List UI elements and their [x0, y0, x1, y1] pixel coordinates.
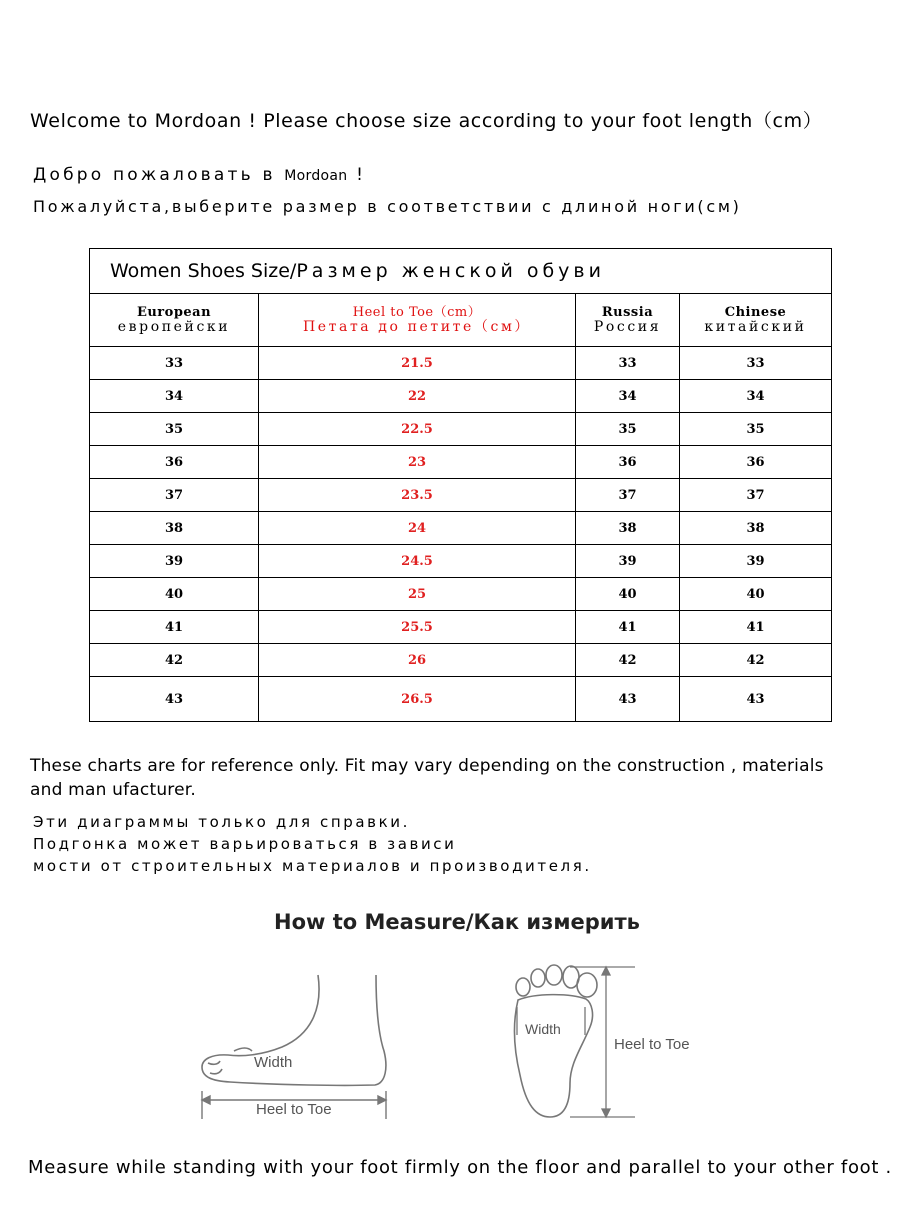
table-row [90, 413, 832, 446]
cell-heel-to-toe: 25.5 [259, 611, 576, 644]
cell-heel-to-toe: 23 [259, 446, 576, 479]
col-header-heel-to-toe: Heel to Toe（cm） Петата до петите（см） [259, 294, 576, 347]
table-row [90, 545, 832, 578]
cell-european: 35 [90, 413, 259, 446]
measure-diagram [190, 955, 720, 1130]
cell-heel-to-toe: 21.5 [259, 347, 576, 380]
table-row [90, 446, 832, 479]
cell-european: 43 [90, 677, 259, 722]
cell-european: 37 [90, 479, 259, 512]
cell-european: 41 [90, 611, 259, 644]
reference-note-ru-line: Эти диаграммы только для справки. [33, 813, 410, 831]
cell-heel-to-toe: 26 [259, 644, 576, 677]
cell-heel-to-toe: 24 [259, 512, 576, 545]
size-chart-table [89, 248, 832, 722]
cell-heel-to-toe: 24.5 [259, 545, 576, 578]
side-heel-to-toe-label: Heel to Toe [256, 1101, 332, 1118]
cell-chinese: 38 [680, 512, 832, 545]
cell-chinese: 41 [680, 611, 832, 644]
cell-chinese: 40 [680, 578, 832, 611]
cell-european: 36 [90, 446, 259, 479]
cell-chinese: 43 [680, 677, 832, 722]
cell-russia: 43 [576, 677, 680, 722]
reference-note-ru-line: мости от строительных материалов и производителя. [33, 857, 592, 875]
cell-heel-to-toe: 22.5 [259, 413, 576, 446]
table-row [90, 644, 832, 677]
table-row [90, 611, 832, 644]
cell-chinese: 35 [680, 413, 832, 446]
cell-russia: 35 [576, 413, 680, 446]
welcome-text-ru [33, 165, 366, 185]
cell-russia: 39 [576, 545, 680, 578]
table-title-ru: Размер женской обуви [296, 260, 605, 282]
cell-heel-to-toe: 26.5 [259, 677, 576, 722]
cell-european: 40 [90, 578, 259, 611]
cell-russia: 37 [576, 479, 680, 512]
foot-side-view-icon [202, 975, 386, 1085]
table-row [90, 347, 832, 380]
foot-sole-view-icon [514, 965, 597, 1117]
cell-chinese: 39 [680, 545, 832, 578]
col-header-russia: Russia Россия [576, 294, 680, 347]
col-header-chinese: Chinese китайский [680, 294, 832, 347]
choose-size-text-ru: Пожалуйста,выберите размер в соответствии с длиной ноги(см) [33, 197, 742, 216]
how-to-measure-title: How to Measure/Как измерить [274, 910, 640, 934]
col-header-european: European европейски [90, 294, 259, 347]
cell-european: 33 [90, 347, 259, 380]
cell-european: 39 [90, 545, 259, 578]
cell-russia: 33 [576, 347, 680, 380]
sole-heel-to-toe-label: Heel to Toe [614, 1036, 690, 1053]
welcome-text: Welcome to Mordoan ! Please choose size according to your foot length（cm） [30, 110, 823, 132]
cell-heel-to-toe: 23.5 [259, 479, 576, 512]
reference-note-ru-line: Подгонка может варьироваться в зависи [33, 835, 457, 853]
cell-russia: 41 [576, 611, 680, 644]
cell-russia: 42 [576, 644, 680, 677]
table-row [90, 479, 832, 512]
cell-chinese: 37 [680, 479, 832, 512]
cell-russia: 40 [576, 578, 680, 611]
sole-width-label: Width [525, 1021, 561, 1037]
cell-russia: 34 [576, 380, 680, 413]
table-row [90, 380, 832, 413]
table-row [90, 677, 832, 722]
cell-heel-to-toe: 25 [259, 578, 576, 611]
welcome-ru-excl: ! [356, 165, 367, 185]
cell-european: 34 [90, 380, 259, 413]
cell-heel-to-toe: 22 [259, 380, 576, 413]
welcome-ru-brand: Mordoan [284, 168, 348, 184]
reference-note-ru [33, 811, 592, 877]
cell-russia: 36 [576, 446, 680, 479]
footer-instruction: Measure while standing with your foot firmly on the floor and parallel to your other foot . [28, 1157, 892, 1178]
table-title [90, 249, 832, 294]
cell-russia: 38 [576, 512, 680, 545]
cell-chinese: 33 [680, 347, 832, 380]
cell-chinese: 42 [680, 644, 832, 677]
table-title-en: Women Shoes Size/ [110, 260, 297, 282]
cell-chinese: 36 [680, 446, 832, 479]
reference-note: These charts are for reference only. Fit may vary depending on the construction , materials and man ufacturer. [30, 756, 824, 800]
side-width-label: Width [254, 1054, 293, 1071]
cell-chinese: 34 [680, 380, 832, 413]
cell-european: 38 [90, 512, 259, 545]
table-row [90, 512, 832, 545]
welcome-ru-main: Добро пожаловать в [33, 165, 276, 185]
cell-european: 42 [90, 644, 259, 677]
table-row [90, 578, 832, 611]
